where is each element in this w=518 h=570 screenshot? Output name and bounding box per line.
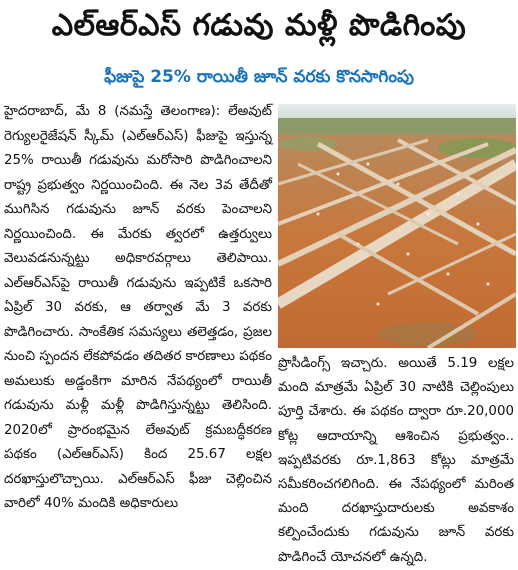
article-body-left: హైదరాబాద్‌, మే 8 (నమస్తే తెలంగాణ): లేఅవుట్‌ రెగ్యులరైజేషన్‌ స్కీమ్‌ (ఎల్‌ఆర్‌ఎస్‌) ఫీజుపై ఇస్తున్న 25% రాయితీ గడువును మరోసారి పొడిగించాలని రాష్ట్ర ప్రభుత్వం నిర్ణయించింది. ఈ నెల 3వ తేదీతో ముగిసిన గడువును జూన్‌ వరకు పెంచాలని నిర్ణయించింది. ఈ మేరకు త్వరలో ఉత్తర్వులు వెలువడనున్నట్టు అధికారవర్గాలు తెలిపాయి. ఎల్‌ఆర్‌ఎస్‌పై రాయితీ గడువును ఇప్పటికే ఒకసారి ఏప్రిల్‌ 30 వరకు, ఆ తర్వాత మే 3 వరకు పొడిగించారు. సాంకేతిక సమస్యలు తలెత్తడం, ప్రజల నుంచి స్పందన లేకపోవడం తదితర కారణాలు పథకం అమలుకు అడ్డంకిగా మారిన నేపథ్యంలో రాయితీ గడువును మళ్లీ మళ్లీ పొడిగిస్తున్నట్టు తెలిసింది. 2020లో ప్రారంభమైన లేఅవుట్‌ క్రమబద్ధీకరణ పథకం (ఎల్‌ఆర్‌ఎస్‌) కింద 25.67 లక్షల దరఖాస్తులొచ్చాయి. ఎల్‌ఆర్‌ఎస్‌ ఫీజు చెల్లించిన వారిలో 40% మందికి అధికారులు <box>4 104 272 511</box>
article-column-right <box>278 352 514 570</box>
aerial-photo <box>278 104 516 348</box>
article-column-left <box>4 100 272 517</box>
article-body-right: ప్రొసీడింగ్స్‌ ఇచ్చారు. అయితే 5.19 లక్షల మంది మాత్రమే ఏప్రిల్‌ 30 నాటికి చెల్లింపులు పూర్తి చేశారు. ఈ పథకం ద్వారా రూ.20,000 కోట్ల ఆదాయాన్ని ఆశించిన ప్రభుత్వం.. ఇప్పటివరకు రూ.1,863 కోట్లు మాత్రమే సమీకరించగలిగింది. ఈ నేపథ్యంలో మరింత మంది దరఖాస్తుదారులకు అవకాశం కల్పించేందుకు గడువును జూన్‌ వరకు పొడిగించే యోచనలో ఉన్నది. <box>278 356 514 565</box>
aerial-photo-illustration <box>278 104 516 348</box>
subheadline: ఫీజుపై 25% రాయితీ జూన్‌ వరకు కొనసాగింపు <box>104 67 414 87</box>
headline: ఎల్‌ఆర్‌ఎస్‌ గడువు మళ్లీ పొడిగింపు <box>51 8 467 43</box>
